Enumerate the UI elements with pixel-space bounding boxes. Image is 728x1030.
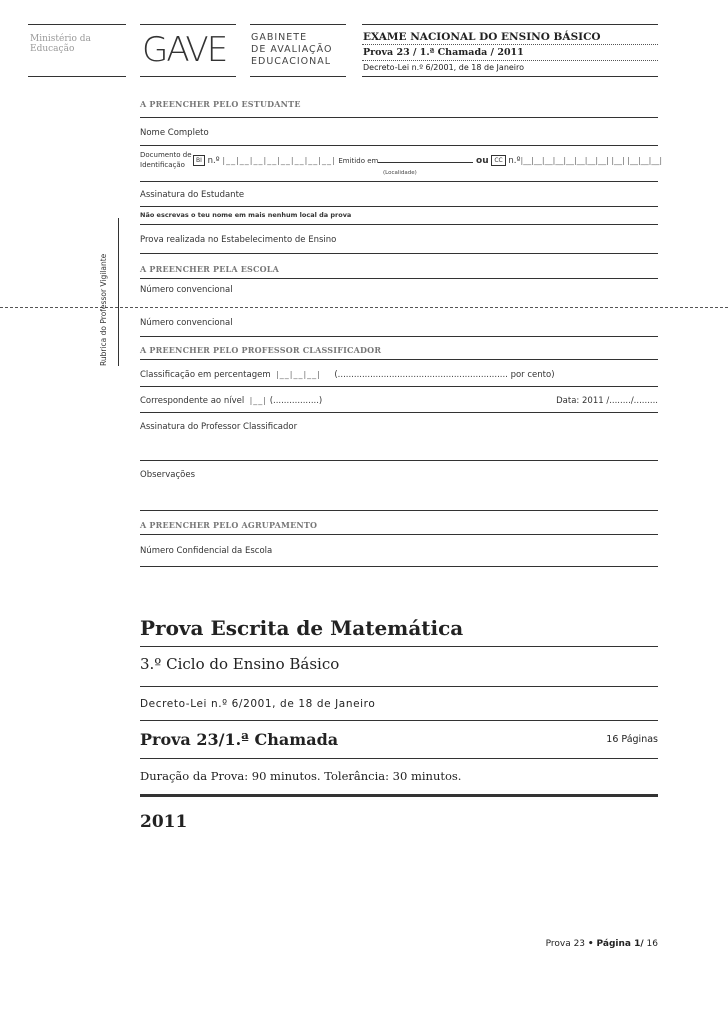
page-count: 16 Páginas [606, 734, 658, 745]
ministry-logo: Ministério da Educação [30, 34, 91, 54]
cut-line [0, 307, 728, 308]
cycle-label: 3.º Ciclo do Ensino Básico [140, 655, 340, 673]
or-label: ou [476, 156, 489, 166]
footer-bullet: • [587, 939, 594, 949]
doc-label-1: Documento de [140, 151, 192, 159]
student-signature-field[interactable]: Assinatura do Estudante [140, 190, 245, 200]
teacher-section: A PREENCHER PELO PROFESSOR CLASSIFICADOR [140, 345, 382, 355]
level-label: Correspondente ao nível [140, 396, 245, 406]
doc-label-2: Identificação [140, 161, 185, 169]
warning-text: Não escrevas o teu nome em mais nenhum local da prova [140, 211, 352, 219]
rubric-line [118, 218, 119, 366]
classification-cells: |__|__|__| [276, 370, 321, 379]
confidential-field[interactable]: Número Confidencial da Escola [140, 546, 273, 556]
footer-page: Página 1/ [596, 939, 644, 949]
student-section: A PREENCHER PELO ESTUDANTE [140, 99, 301, 109]
year: 2011 [140, 812, 188, 832]
gave-logo: GAVE [142, 30, 227, 70]
date-field[interactable]: Data: 2011 /......../......... [556, 396, 658, 406]
group-section: A PREENCHER PELO AGRUPAMENTO [140, 520, 318, 530]
exam-subtitle: Prova 23 / 1.ª Chamada / 2011 [363, 47, 524, 58]
school-section: A PREENCHER PELA ESCOLA [140, 264, 279, 274]
bi-cells: |__|__|__|__|__|__|__|__| [222, 156, 336, 165]
classification-field[interactable] [140, 370, 555, 380]
conv-number-field-2[interactable]: Número convencional [140, 318, 233, 328]
exam-main-title: Prova Escrita de Matemática [140, 616, 464, 640]
bi-box: BI [193, 155, 205, 166]
gave-line: EDUCACIONAL [251, 56, 332, 67]
full-name-field[interactable]: Nome Completo [140, 128, 209, 138]
exam-title: EXAME NACIONAL DO ENSINO BÁSICO [363, 31, 601, 43]
issued-label: Emitido em [338, 157, 379, 165]
teacher-signature-field[interactable]: Assinatura do Professor Classificador [140, 422, 298, 432]
page-footer [546, 939, 658, 949]
cc-box: CC [491, 155, 505, 166]
footer-total: 16 [646, 939, 658, 949]
level-field[interactable] [140, 396, 322, 406]
cc-num: n.º [508, 156, 521, 166]
classification-label: Classificação em percentagem [140, 370, 271, 380]
header-decree: Decreto-Lei n.º 6/2001, de 18 de Janeiro [363, 63, 525, 72]
gave-text [251, 32, 333, 68]
level-dots: (.................) [269, 396, 323, 406]
rubric-label: Rubrica do Professor Vigilante [99, 253, 108, 366]
duration: Duração da Prova: 90 minutos. Tolerância: 30 minutos. [140, 769, 462, 783]
footer-prova: Prova 23 [545, 939, 586, 949]
bi-num: n.º [207, 156, 220, 166]
conv-number-field-1[interactable]: Número convencional [140, 285, 233, 295]
locality-label: (Localidade) [383, 170, 417, 176]
gave-line: GABINETE [251, 32, 308, 43]
bi-field[interactable] [193, 155, 662, 166]
doc-label [140, 150, 192, 170]
cover-decree: Decreto-Lei n.º 6/2001, de 18 de Janeiro [140, 698, 376, 710]
level-cells: |__| [249, 396, 267, 405]
observations-field[interactable]: Observações [140, 470, 196, 480]
classification-words: (............................................................... por cento) [334, 370, 555, 380]
school-field[interactable]: Prova realizada no Estabelecimento de Ensino [140, 235, 337, 245]
gave-line: DE AVALIAÇÃO [251, 44, 333, 55]
exam-code: Prova 23/1.ª Chamada [140, 730, 339, 749]
cc-cells: |__|__|__|__|__|__|__|__| |__| |__|__|__| [520, 156, 663, 165]
